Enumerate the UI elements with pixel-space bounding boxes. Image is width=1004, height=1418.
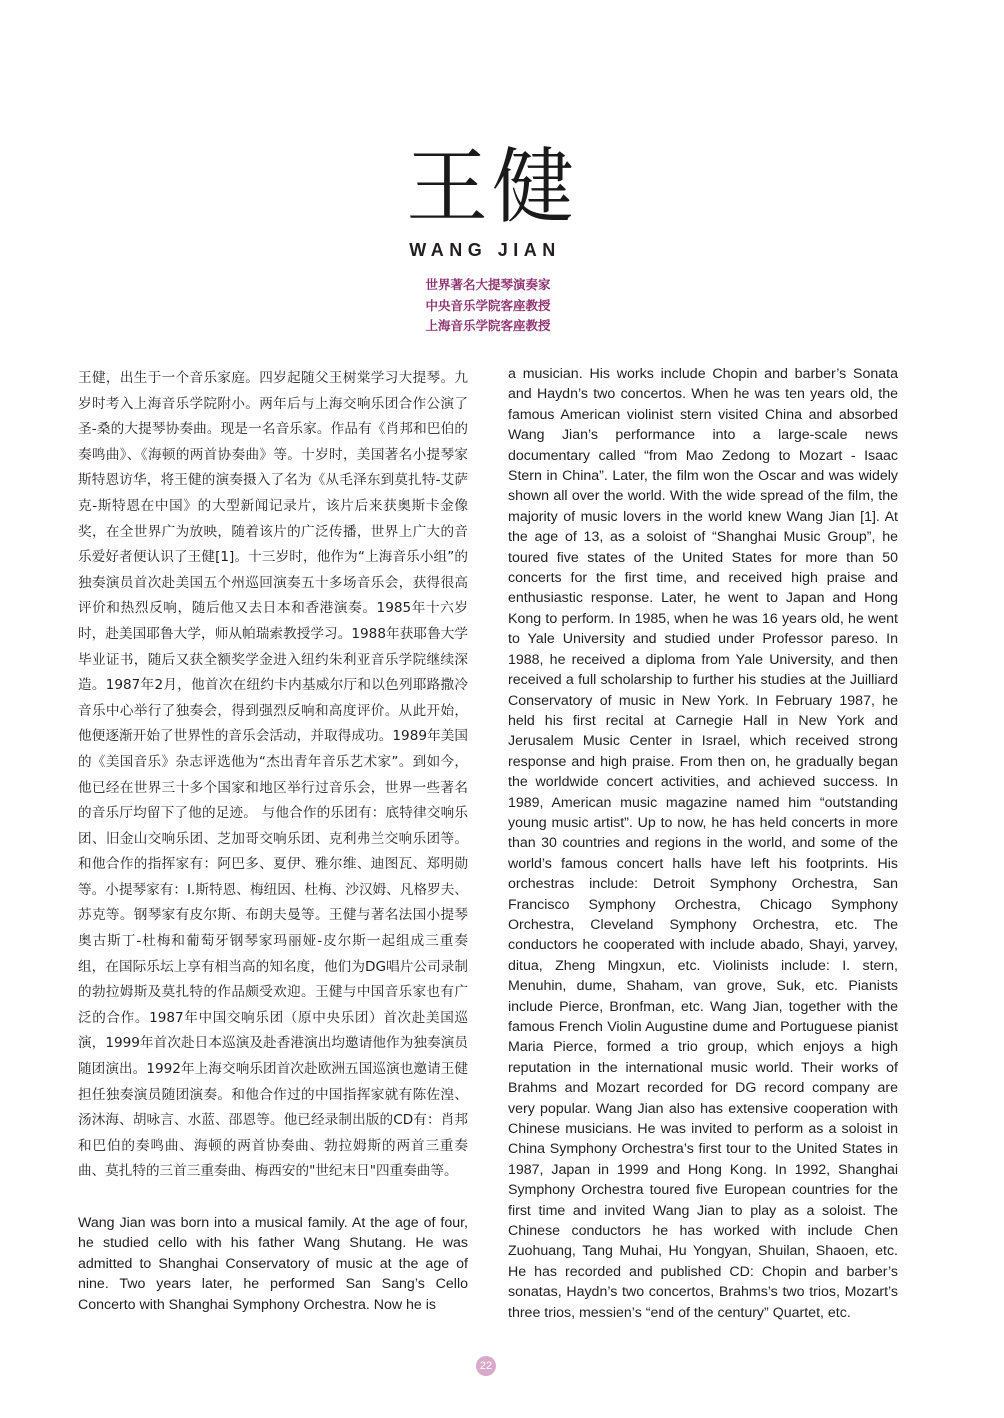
roles-list [0, 275, 976, 337]
role-item: 中央音乐学院客座教授 [425, 297, 551, 313]
page-number: 22 [476, 1356, 496, 1376]
left-column [78, 366, 468, 1315]
page-title-chinese: 王健 [405, 140, 578, 235]
right-column [508, 364, 898, 1323]
chinese-biography: 王健，出生于一个音乐家庭。四岁起随父王树棠学习大提琴。九岁时考入上海音乐学院附小。两年后与上海交响乐团合作公演了圣-桑的大提琴协奏曲。现是一名音乐家。作品有《肖邦和巴伯的奏鸣曲》、《海顿的两首协奏曲》等。十岁时，美国著名小提琴家斯特恩访华，将王健的演奏摄入了名为《从毛泽东到莫扎特-艾萨克-斯特恩在中国》的大型新闻记录片，该片后来获奥斯卡金像奖，在全世界广为放映，随着该片的广泛传播，世界上广大的音乐爱好者便认识了王健[1]。十三岁时，他作为“上海音乐小组”的独奏演员首次赴美国五个州巡回演奏五十多场音乐会，获得很高评价和热烈反响，随后他又去日本和香港演奏。1985年十六岁时，赴美国耶鲁大学，师从帕瑞索教授学习。1988年获耶鲁大学毕业证书，随后又获全额奖学金进入纽约朱利亚音乐学院继续深造。1987年2月，他首次在纽约卡内基威尔厅和以色列耶路撒冷音乐中心举行了独奏会，得到强烈反响和高度评价。从此开始，他便逐渐开始了世界性的音乐会活动，并取得成功。1989年美国的《美国音乐》杂志评选他为“杰出青年音乐艺术家”。到如今，他已经在世界三十多个国家和地区举行过音乐会，世界一些著名的音乐厅均留下了他的足迹。 与他合作的乐团有：底特律交响乐团、旧金山交响乐团、芝加哥交响乐团、克利弗兰交响乐团等。和他合作的指挥家有：阿巴多、夏伊、雅尔维、迪图瓦、郑明勋等。小提琴家有：I.斯特恩、梅纽因、杜梅、沙汉姆、凡格罗夫、苏克等。钢琴家有皮尔斯、布朗夫曼等。王健与著名法国小提琴奥古斯丁-杜梅和葡萄牙钢琴家玛丽娅-皮尔斯一起组成三重奏组，在国际乐坛上享有相当高的知名度，他们为DG唱片公司录制的勃拉姆斯及莫扎特的作品颇受欢迎。王健与中国音乐家也有广泛的合作。1987年中国交响乐团（原中央乐团）首次赴美国巡演，1999年首次赴日本巡演及赴香港演出均邀请他作为独奏演员随团演出。1992年上海交响乐团首次赴欧洲五国巡演也邀请王健担任独奏演员随团演奏。和他合作过的中国指挥家就有陈佐湟、汤沐海、胡咏言、水蓝、邵恩等。他已经录制出版的CD有：肖邦和巴伯的奏鸣曲、海顿的两首协奏曲、勃拉姆斯的两首三重奏曲、莫扎特的三首三重奏曲、梅西安的"世纪末日"四重奏曲等。 [78, 370, 468, 1180]
english-biography-part1: Wang Jian was born into a musical family. At the age of four, he studied cello with his father Wang Shutang. He was admitted to Shanghai Conservatory of music at the age of nine. Two years later, he performed San Sang’s Cello Concerto with Shanghai Symphony Orchestra. Now he is [78, 1215, 468, 1313]
role-item: 世界著名大提琴演奏家 [425, 277, 551, 292]
english-biography-part2: a musician. His works include Chopin and barber’s Sonata and Haydn’s two concertos. When he was ten years old, the famous American violinist stern visited China and absorbed Wang Jian’s performance into a large-scale news documentary called “from Mao Zedong to Mozart - Isaac Stern in China”. Later, the film won the Oscar and was widely shown all over the world. With the wide spread of the film, the majority of music lovers in the world knew Wang Jian [1]. At the age of 13, as a soloist of “Shanghai Music Group”, he toured five states of the United States for more than 50 concerts for the first time, and received high praise and enthusiastic response. Later, he went to Japan and Hong Kong to perform. In 1985, when he was 16 years old, he went to Yale University and studied under Professor pareso. In 1988, he received a diploma from Yale University, and then received a full scholarship to further his studies at the Juilliard Conservatory of music in New York. In February 1987, he held his first recital at Carnegie Hall in New York and Jerusalem Music Center in Israel, which received strong response and high praise. From then on, he gradually began the worldwide concert activities, and achieved success. In 1989, American music magazine named him “outstanding young music artist”. Up to now, he has held concerts in more than 30 countries and regions in the world, and some of the world’s famous concert halls have left his footprints. His orchestras include: Detroit Symphony Orchestra, San Francisco Symphony Orchestra, Chicago Symphony Orchestra, Cleveland Symphony Orchestra, etc. The conductors he cooperated with include abado, Shayi, yarvey, ditua, Zheng Mingxun, etc. Violinists include: I. stern, Menuhin, dume, Shaham, van grove, Suk, etc. Pianists include Pierce, Bronfman, etc. Wang Jian, together with the famous French Violin Augustine dume and Portuguese pianist Maria Pierce, formed a trio group, which enjoys a high reputation in the international music world. Their works of Brahms and Mozart recorded for DG record company are very popular. Wang Jian also has extensive cooperation with Chinese musicians. He was invited to perform as a soloist in China Symphony Orchestra’s first tour to the United States in 1987, Japan in 1999 and Hong Kong. In 1992, Shanghai Symphony Orchestra toured five European countries for the first time and invited Wang Jian to play as a soloist. The Chinese conductors he has worked with include Chen Zuohuang, Tang Muhai, Hu Yongyan, Shuilan, Shaoen, etc. He has recorded and published CD: Chopin and barber’s sonatas, Haydn’s two concertos, Brahms’s two trios, Mozart’s three trios, messien’s “end of the century” Quartet, etc. [508, 366, 898, 1321]
page-title-english: WANG JIAN [409, 240, 561, 260]
role-item: 上海音乐学院客座教授 [425, 318, 551, 333]
